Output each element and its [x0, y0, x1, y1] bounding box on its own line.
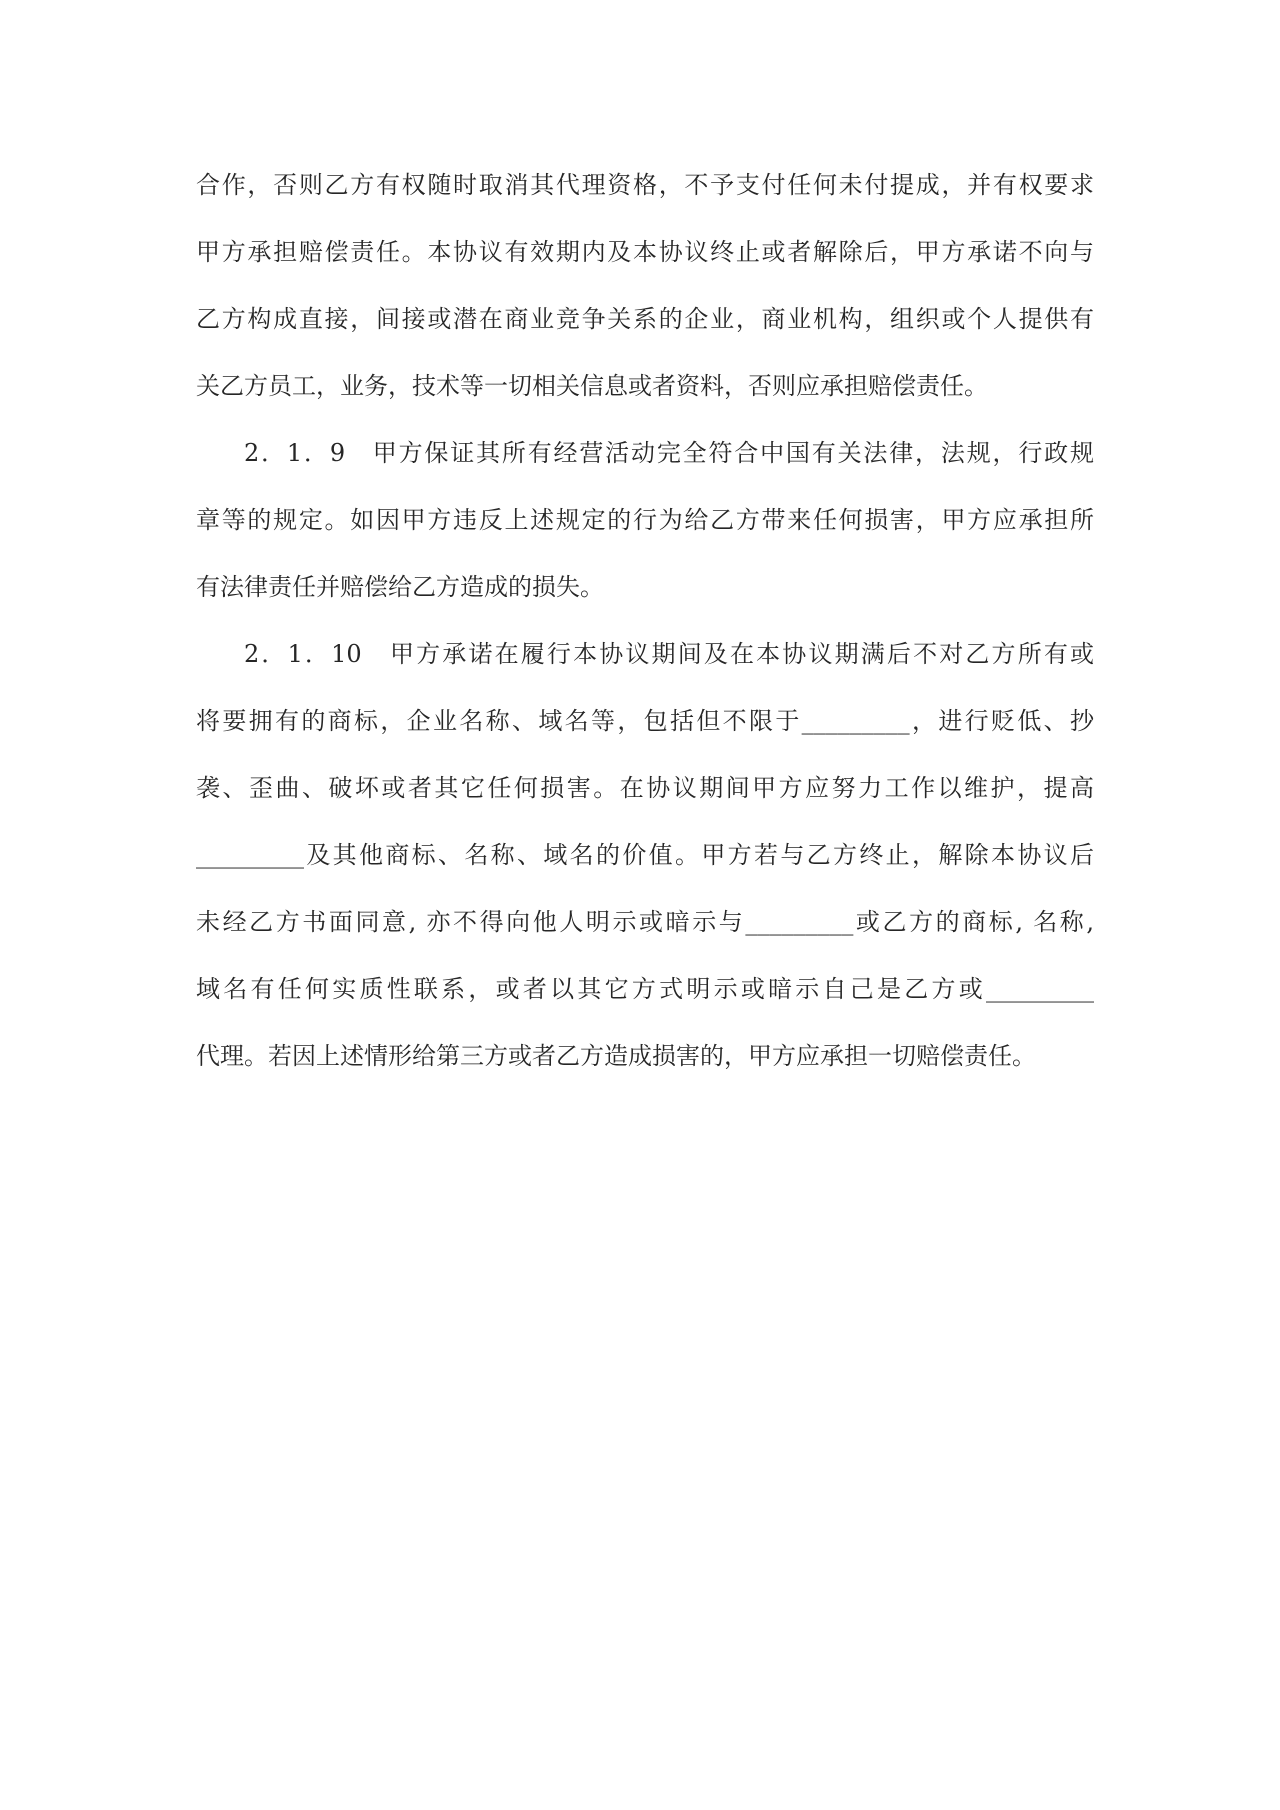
paragraph-1-line-3: 乙方构成直接，间接或潜在商业竞争关系的企业，商业机构，组织或个人提供有 — [196, 305, 1094, 333]
paragraph-3-line-1: 2．1．10 甲方承诺在履行本协议期间及在本协议期满后不对乙方所有或 — [244, 640, 1094, 668]
paragraph-1 — [196, 168, 1094, 403]
paragraph-1-line-1: 合作，否则乙方有权随时取消其代理资格，不予支付任何未付提成，并有权要求 — [196, 171, 1094, 199]
paragraph-3-line-5: 未经乙方书面同意, 亦不得向他人明示或暗示与_________或乙方的商标, 名称, — [196, 908, 1094, 936]
paragraph-3-line-2: 将要拥有的商标，企业名称、域名等，包括但不限于_________，进行贬低、抄 — [196, 707, 1094, 735]
paragraph-2-line-1: 2．1．9 甲方保证其所有经营活动完全符合中国有关法律，法规，行政规 — [244, 439, 1094, 467]
paragraph-3-clause-2-1-10 — [196, 637, 1094, 1073]
paragraph-3-line-4: _________及其他商标、名称、域名的价值。甲方若与乙方终止，解除本协议后 — [196, 841, 1094, 869]
paragraph-2-line-2: 章等的规定。如因甲方违反上述规定的行为给乙方带来任何损害，甲方应承担所 — [196, 506, 1094, 534]
paragraph-1-line-4: 关乙方员工，业务，技术等一切相关信息或者资料，否则应承担赔偿责任。 — [196, 372, 988, 400]
paragraph-2-line-3: 有法律责任并赔偿给乙方造成的损失。 — [196, 573, 604, 601]
paragraph-2-clause-2-1-9 — [196, 436, 1094, 604]
paragraph-3-line-3: 袭、歪曲、破坏或者其它任何损害。在协议期间甲方应努力工作以维护，提高 — [196, 774, 1094, 802]
paragraph-1-line-2: 甲方承担赔偿责任。本协议有效期内及本协议终止或者解除后，甲方承诺不向与 — [196, 238, 1094, 266]
document-body — [196, 168, 1094, 1106]
paragraph-3-line-6: 域名有任何实质性联系，或者以其它方式明示或暗示自己是乙方或_________ — [196, 975, 1094, 1003]
paragraph-3-line-7: 代理。若因上述情形给第三方或者乙方造成损害的，甲方应承担一切赔偿责任。 — [196, 1042, 1036, 1070]
